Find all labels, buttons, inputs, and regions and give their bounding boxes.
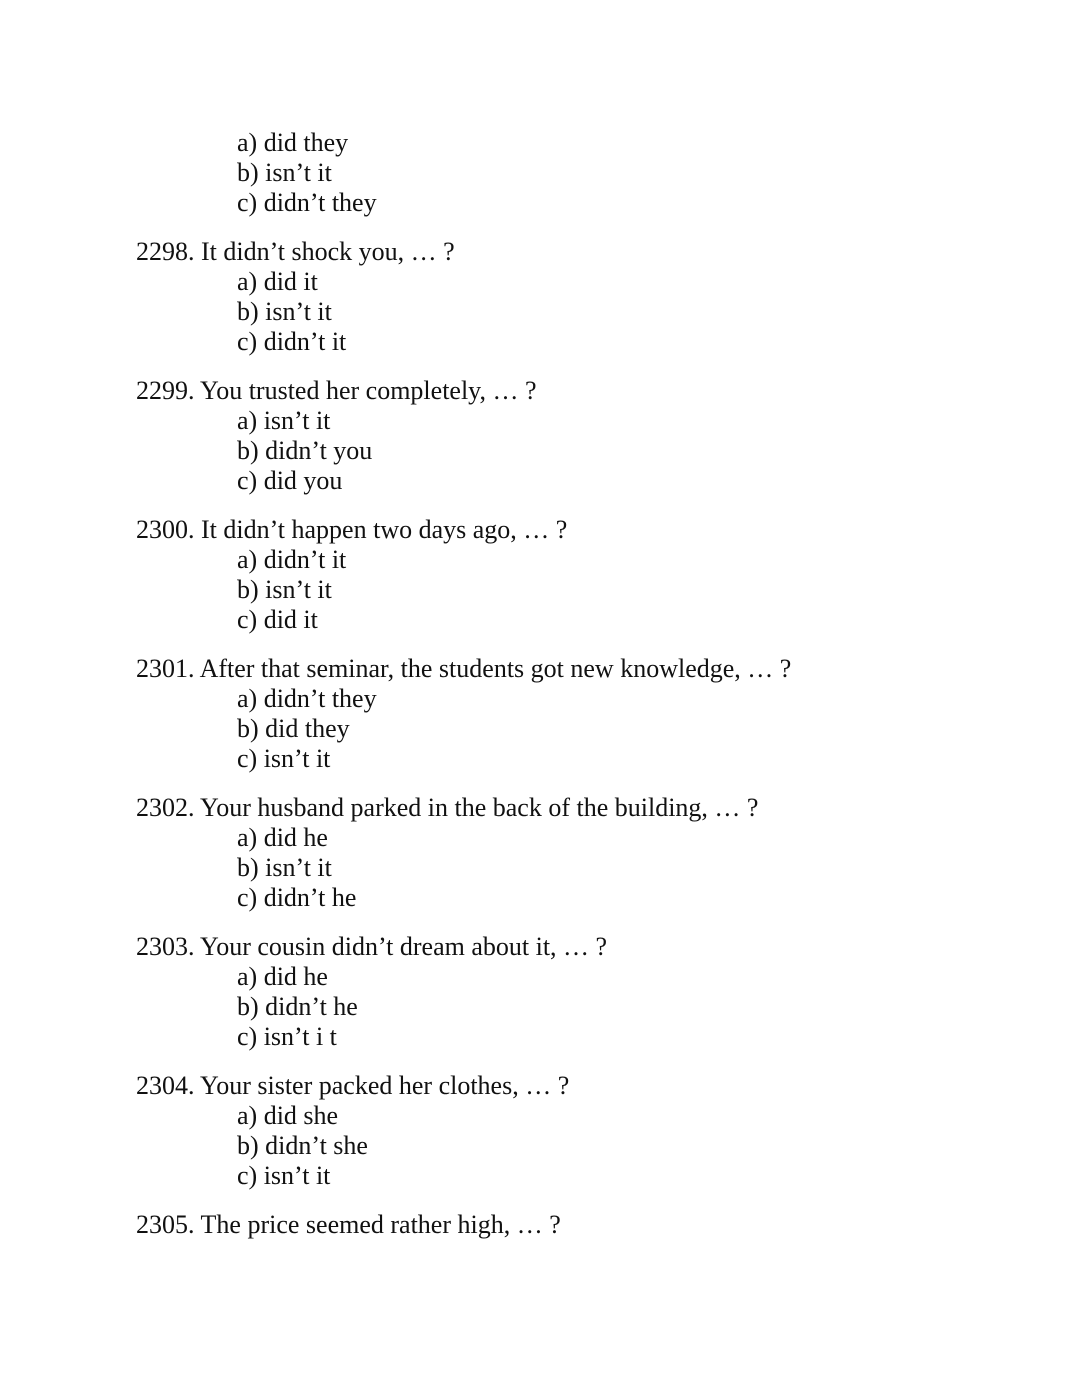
answer-option: b) isn’t it <box>237 575 332 604</box>
answer-option: a) isn’t it <box>237 406 331 435</box>
question-text: 2298. It didn’t shock you, … ? <box>136 237 455 266</box>
answer-option: c) did it <box>237 605 318 634</box>
answer-option: c) didn’t he <box>237 883 357 912</box>
answer-option: c) didn’t they <box>237 188 377 217</box>
document-page <box>136 128 1080 1240</box>
answer-option: b) isn’t it <box>237 853 332 882</box>
answer-option: a) did she <box>237 1101 339 1130</box>
answer-option: c) isn’t it <box>237 1161 331 1190</box>
answer-option: b) did they <box>237 714 350 743</box>
answer-option: b) didn’t you <box>237 436 373 465</box>
answer-option: a) did it <box>237 267 318 296</box>
answer-option: a) did he <box>237 962 328 991</box>
question-text: 2305. The price seemed rather high, … ? <box>136 1210 561 1239</box>
answer-option: a) didn’t it <box>237 545 347 574</box>
question-text: 2301. After that seminar, the students got new knowledge, … ? <box>136 654 792 683</box>
answer-option: b) isn’t it <box>237 297 332 326</box>
answer-option: a) didn’t they <box>237 684 377 713</box>
answer-option: b) didn’t she <box>237 1131 368 1160</box>
answer-option: c) didn’t it <box>237 327 347 356</box>
answer-option: a) did they <box>237 128 349 157</box>
question-text: 2299. You trusted her completely, … ? <box>136 376 537 405</box>
answer-option: c) isn’t i t <box>237 1022 337 1051</box>
answer-option: b) didn’t he <box>237 992 358 1021</box>
question-text: 2303. Your cousin didn’t dream about it, … ? <box>136 932 608 961</box>
question-text: 2304. Your sister packed her clothes, … ? <box>136 1071 570 1100</box>
answer-option: c) did you <box>237 466 343 495</box>
answer-option: c) isn’t it <box>237 744 331 773</box>
answer-option: a) did he <box>237 823 328 852</box>
answer-option: b) isn’t it <box>237 158 332 187</box>
question-text: 2300. It didn’t happen two days ago, … ? <box>136 515 568 544</box>
question-text: 2302. Your husband parked in the back of the building, … ? <box>136 793 759 822</box>
